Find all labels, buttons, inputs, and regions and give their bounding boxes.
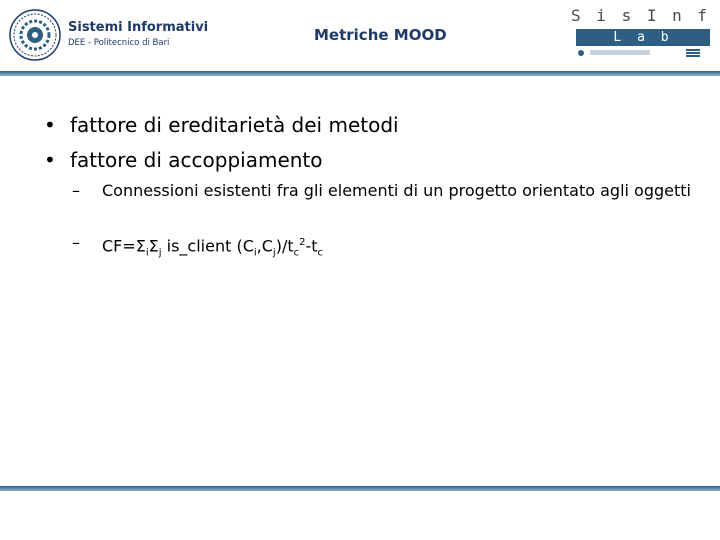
slide-title: Metriche MOOD	[314, 26, 447, 44]
formula-subscript: c	[293, 247, 300, 259]
formula-part: CF=Σ	[102, 236, 146, 256]
formula-superscript: 2	[299, 237, 306, 248]
footer-divider	[0, 486, 720, 491]
university-seal-icon	[8, 6, 62, 64]
logo-dot-icon	[578, 50, 584, 56]
formula-part: ,C	[256, 236, 273, 256]
org-subtitle: DEE - Politecnico di Bari	[68, 38, 170, 48]
bullet-text: fattore di ereditarietà dei metodi	[70, 113, 399, 137]
logo-lab-bar: L a b	[576, 29, 710, 46]
formula-subscript: c	[317, 247, 324, 259]
formula-subscript: j	[158, 247, 162, 259]
formula-part: Σ	[148, 236, 159, 256]
logo-wordmark: S i s I n f	[571, 6, 710, 25]
formula-part: is_client (C	[161, 236, 254, 256]
formula-subscript: j	[272, 247, 276, 259]
org-title: Sistemi Informativi	[68, 20, 209, 35]
header-divider	[0, 71, 720, 76]
sisinf-lab-logo	[570, 6, 710, 62]
bullet-marker: •	[44, 148, 56, 172]
formula-part: -t	[305, 236, 318, 256]
formula-subscript: i	[145, 247, 149, 259]
coupling-formula	[102, 233, 692, 264]
logo-footer-text-mark	[590, 50, 650, 55]
bullet-text: fattore di accoppiamento	[70, 148, 323, 172]
sub-bullet-text: Connessioni esistenti fra gli elementi di un progetto orientato agli oggetti	[102, 181, 691, 200]
logo-footer	[570, 49, 710, 59]
sub-bullet-marker: –	[72, 233, 80, 252]
bullet-marker: •	[44, 113, 56, 137]
formula-part: )/t	[275, 236, 294, 256]
sub-bullet-marker: –	[72, 181, 80, 200]
formula-subscript: i	[253, 247, 257, 259]
slide-header	[0, 0, 720, 78]
dee-mark-icon	[686, 49, 700, 57]
